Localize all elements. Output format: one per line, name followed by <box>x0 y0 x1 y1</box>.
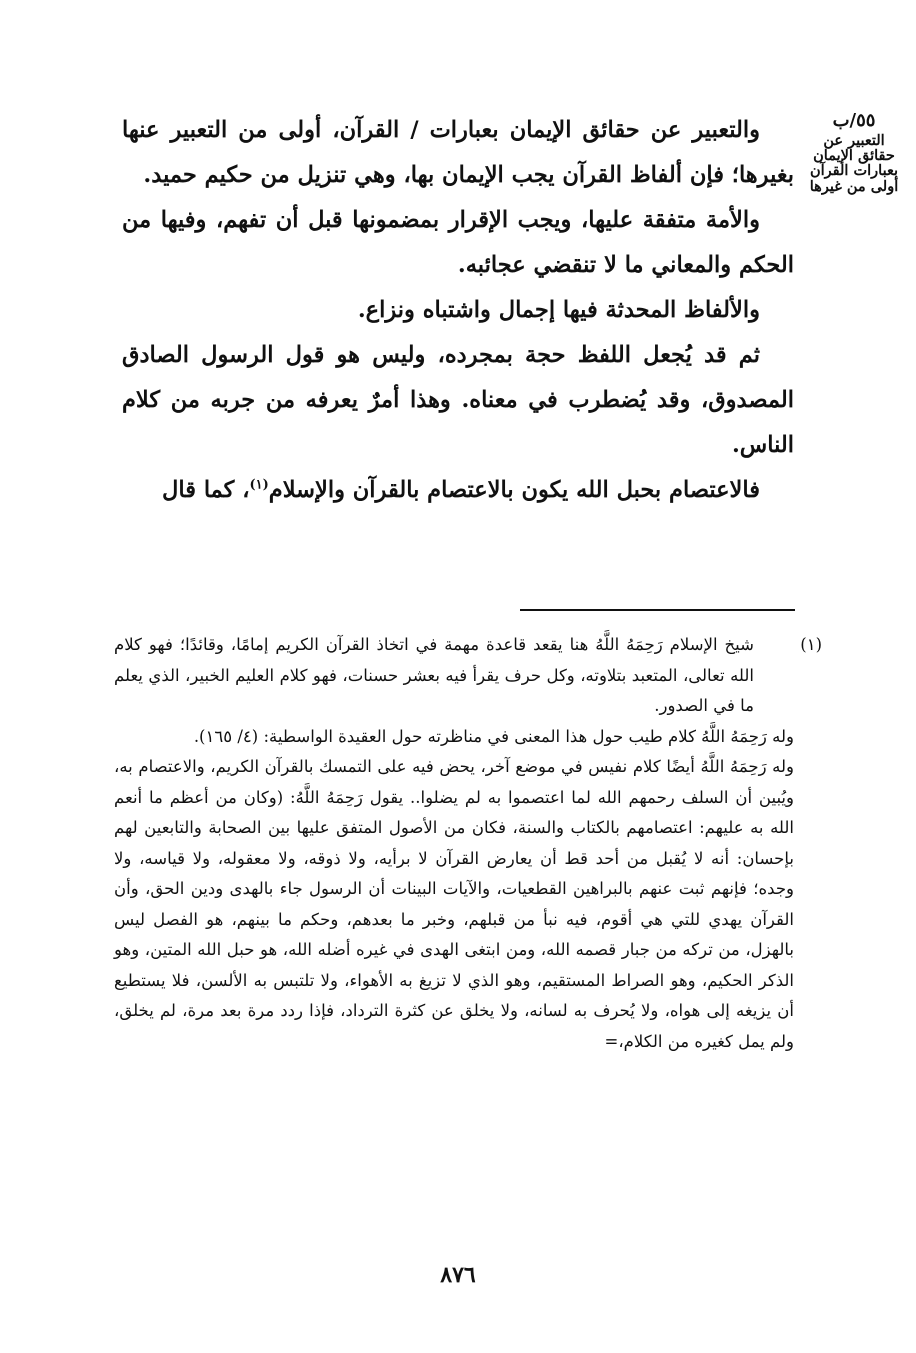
paragraph-text: فالاعتصام بحبل الله يكون بالاعتصام بالقرآن والإسلام <box>268 477 760 503</box>
main-paragraph: ثم قد يُجعل اللفظ حجة بمجرده، وليس هو قول الرسول الصادق المصدوق، وقد يُضطرب في معناه. وهذا أمرٌ يعرفه من جربه من كلام الناس. <box>122 342 794 458</box>
main-paragraph: والألفاظ المحدثة فيها إجمال واشتباه ونزاع. <box>357 297 760 323</box>
page-number: ٨٧٦ <box>440 1262 476 1288</box>
footnote-text: شيخ الإسلام رَحِمَهُ اللَّهُ هنا يقعد قاعدة مهمة في اتخاذ القرآن الكريم إمامًا، وقائدًا؛ فهو كلام الله تعالى، المتعبد بتلاوته، وكل حرف يقرأ فيه بعشر حسنات، فهو كلام العليم الخبير، الذي يعلم ما في الصدور. <box>114 635 754 715</box>
manuscript-folio-reference: ٥٥/ب <box>832 110 876 131</box>
paragraph-text: ، كما قال <box>162 477 250 503</box>
footnote-marker: (١) <box>800 635 822 654</box>
footnotes <box>114 630 822 1057</box>
main-paragraph <box>122 468 794 513</box>
footnote-paragraph <box>114 630 822 722</box>
margin-note <box>804 112 904 194</box>
footnote-separator <box>520 609 795 611</box>
margin-note-text: التعبير عن حقائق الإيمان بعبارات القرآن أولى من غيرها <box>809 131 899 195</box>
main-text <box>122 108 794 513</box>
main-paragraph: والتعبير عن حقائق الإيمان بعبارات / القرآن، أولى من التعبير عنها بغيرها؛ فإن ألفاظ القرآن يجب الإيمان بها، وهي تنزيل من حكيم حميد. <box>122 117 794 188</box>
footnote-reference[interactable]: (١) <box>249 477 269 493</box>
footnote-paragraph: وله رَحِمَهُ اللَّهُ كلام طيب حول هذا المعنى في مناظرته حول العقيدة الواسطية: (٤/ ١٦٥). <box>193 726 794 746</box>
footnote-paragraph: وله رَحِمَهُ اللَّهُ أيضًا كلام نفيس في موضع آخر، يحض فيه على التمسك بالقرآن الكريم، والاعتصام به، ويُبين أن السلف رحمهم الله لما اعتصموا به لم يضلوا.. يقول رَحِمَهُ اللَّهُ: (وكان من أعظم ما أنعم الله به عليهم: اعتصامهم بالكتاب والسنة، فكان من الأصول المتفق عليها بين الصحابة والتابعين لهم بإحسان: أنه لا يُقبل من أحد قط أن يعارض القرآن لا برأيه، ولا ذوقه، ولا معقوله، ولا قياسه، ولا وجده؛ فإنهم ثبت عنهم بالبراهين القطعيات، والآيات البينات أن الرسول جاء بالهدى ودين الحق، وأن القرآن يهدي للتي هي أقوم، فيه نبأ من قبلهم، وخبر ما بعدهم، وحكم ما بينهم، هو الفصل ليس بالهزل، من تركه من جبار قصمه الله، ومن ابتغى الهدى في غيره أضله الله، هو حبل الله المتين، وهو الذكر الحكيم، وهو الصراط المستقيم، وهو الذي لا تزيغ به الأهواء، ولا تلتبس به الألسن، فلا يستطيع أن يزيغه إلى هواه، ولا يُحرف به لسانه، ولا يخلق عن كثرة الترداد، فإذا ردد مرة بعد مرة، لم يخلق، ولم يمل كغيره من الكلام،= <box>114 757 794 1051</box>
main-paragraph: والأمة متفقة عليها، ويجب الإقرار بمضمونها قبل أن تفهم، وفيها من الحكم والمعاني ما لا تنقضي عجائبه. <box>122 207 794 278</box>
